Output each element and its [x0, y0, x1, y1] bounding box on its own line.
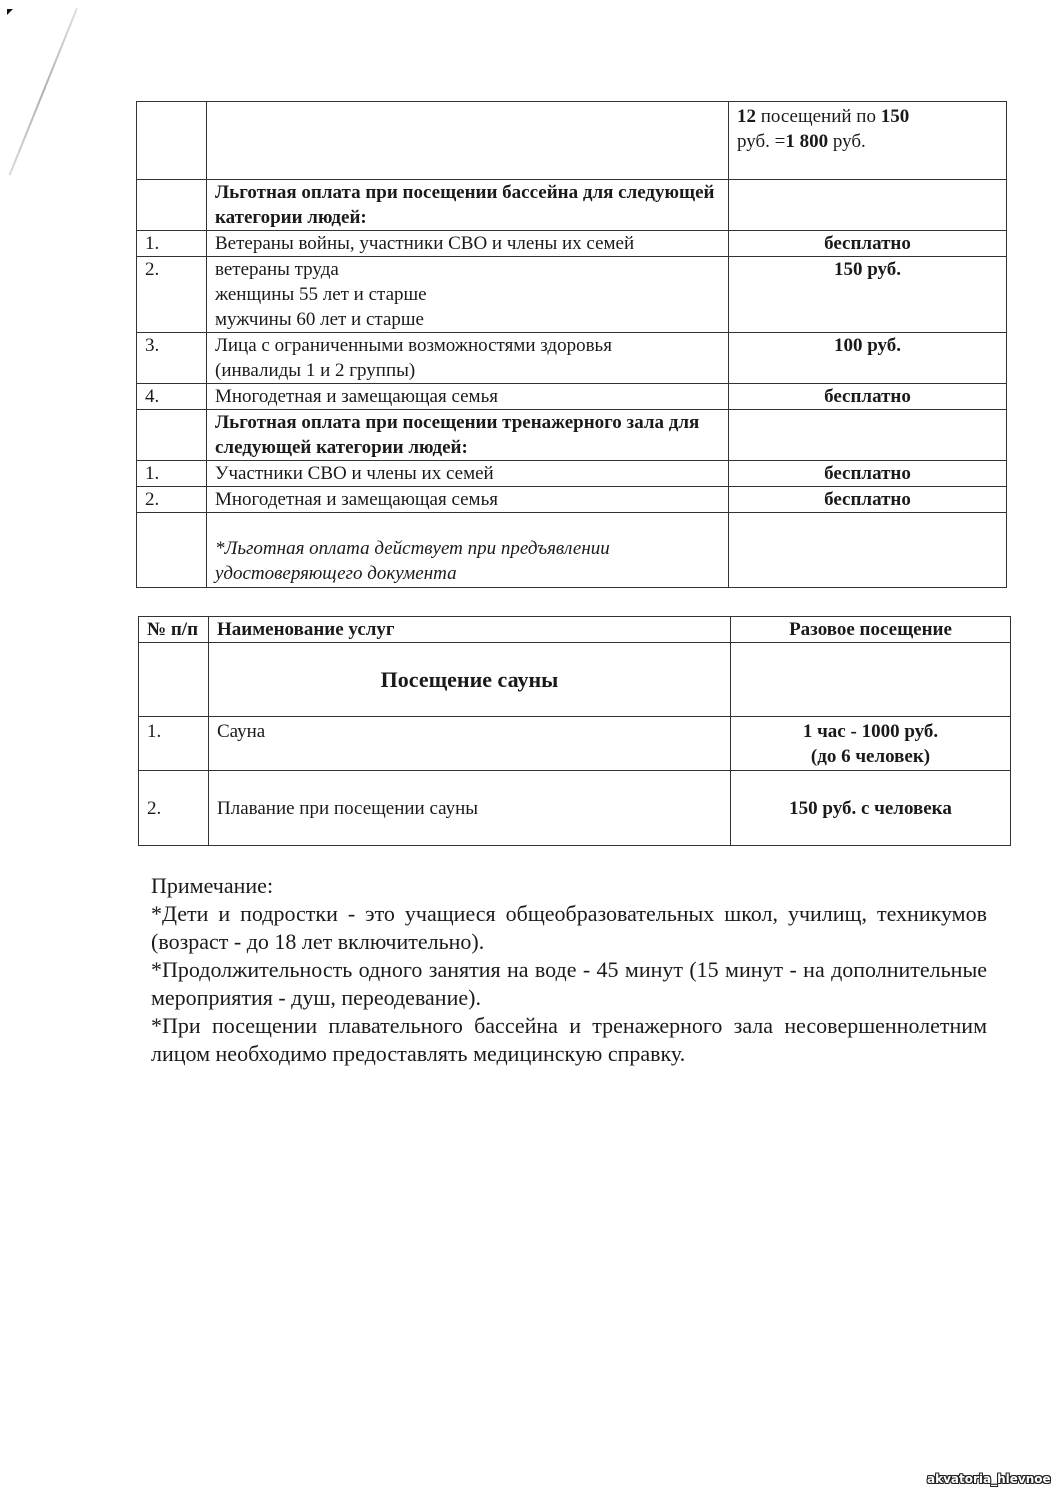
row-number: 1.	[139, 717, 209, 771]
price-value: бесплатно	[729, 461, 1007, 487]
notes-heading: Примечание:	[151, 873, 274, 898]
header-price: Разовое посещение	[731, 617, 1011, 643]
category-line: женщины 55 лет и старше	[215, 284, 427, 305]
price-value: 100 руб.	[729, 333, 1007, 384]
service-name: Сауна	[209, 717, 731, 771]
price-line: 1 час - 1000 руб.	[802, 721, 939, 742]
price-part: 150	[880, 106, 910, 127]
table-row	[137, 461, 1007, 487]
note-item: *При посещении плавательного бассейна и тренажерного зала несовершеннолетним лицом необходимо предоставлять медицинскую справку.	[151, 1013, 987, 1066]
price-line: (до 6 человек)	[810, 746, 931, 767]
price-value: 150 руб. с человека	[731, 771, 1011, 846]
header-name: Наименование услуг	[209, 617, 731, 643]
price-cell	[729, 410, 1007, 461]
price-value	[731, 717, 1011, 771]
price-value: бесплатно	[729, 384, 1007, 410]
price-part: 12	[737, 106, 756, 127]
price-cell	[729, 180, 1007, 231]
section-header-row	[137, 410, 1007, 461]
price-cell	[729, 513, 1007, 588]
row-number: 1.	[137, 231, 207, 257]
scan-artifact-line	[9, 8, 78, 176]
row-number: 2.	[139, 771, 209, 846]
price-part: посещений по	[756, 106, 881, 127]
row-number: 2.	[137, 487, 207, 513]
category-name	[207, 333, 729, 384]
scan-corner-mark	[7, 9, 13, 15]
sauna-table	[138, 616, 1011, 846]
category-name: Участники СВО и члены их семей	[207, 461, 729, 487]
table-row	[139, 717, 1011, 771]
discounts-table	[136, 101, 1007, 588]
category-line: мужчины 60 лет и старше	[215, 309, 424, 330]
table-row	[139, 771, 1011, 846]
num-cell	[139, 643, 209, 717]
num-cell	[137, 513, 207, 588]
row-number: 3.	[137, 333, 207, 384]
section-header-row	[139, 643, 1011, 717]
service-name: Плавание при посещении сауны	[209, 771, 731, 846]
price-value: бесплатно	[729, 231, 1007, 257]
footnote-row	[137, 513, 1007, 588]
price-part: руб.	[828, 131, 866, 152]
category-name: Многодетная и замещающая семья	[207, 487, 729, 513]
note-item: *Дети и подростки - это учащиеся общеобразовательных школ, училищ, техникумов (возраст - до 18 лет включительно).	[151, 901, 987, 954]
category-line: ветераны труда	[215, 259, 339, 280]
category-name: Ветераны войны, участники СВО и члены их семей	[207, 231, 729, 257]
table-row	[137, 102, 1007, 180]
watermark: akvatoria_hlevnoe	[927, 1472, 1051, 1486]
table-header-row	[139, 617, 1011, 643]
category-name	[207, 257, 729, 333]
category-name: Многодетная и замещающая семья	[207, 384, 729, 410]
pool-section-title: Льготная оплата при посещении бассейна для следующей категории людей:	[207, 180, 729, 231]
table-row	[137, 487, 1007, 513]
table-row	[137, 333, 1007, 384]
header-num: № п/п	[139, 617, 209, 643]
row-number: 2.	[137, 257, 207, 333]
sauna-section-title: Посещение сауны	[209, 643, 731, 717]
num-cell	[137, 410, 207, 461]
num-cell	[137, 102, 207, 180]
notes-block	[151, 872, 987, 1068]
num-cell	[137, 180, 207, 231]
table-row	[137, 231, 1007, 257]
price-value: бесплатно	[729, 487, 1007, 513]
price-part: руб. =	[737, 131, 786, 152]
category-line: (инвалиды 1 и 2 группы)	[215, 360, 416, 381]
table-row	[137, 384, 1007, 410]
name-cell	[207, 102, 729, 180]
category-line: Лица с ограниченными возможностями здоровья	[215, 335, 612, 356]
discount-footnote: *Льготная оплата действует при предъявлении удостоверяющего документа	[207, 513, 729, 588]
table-row	[137, 257, 1007, 333]
price-value: 150 руб.	[729, 257, 1007, 333]
row-number: 1.	[137, 461, 207, 487]
price-cell	[731, 643, 1011, 717]
row-number: 4.	[137, 384, 207, 410]
note-item: *Продолжительность одного занятия на воде - 45 минут (15 минут - на дополнительные мероприятия - душ, переодевание).	[151, 957, 987, 1010]
section-header-row	[137, 180, 1007, 231]
price-part: 1 800	[785, 131, 829, 152]
package-price-cell	[729, 102, 1007, 180]
gym-section-title: Льготная оплата при посещении тренажерного зала для следующей категории людей:	[207, 410, 729, 461]
